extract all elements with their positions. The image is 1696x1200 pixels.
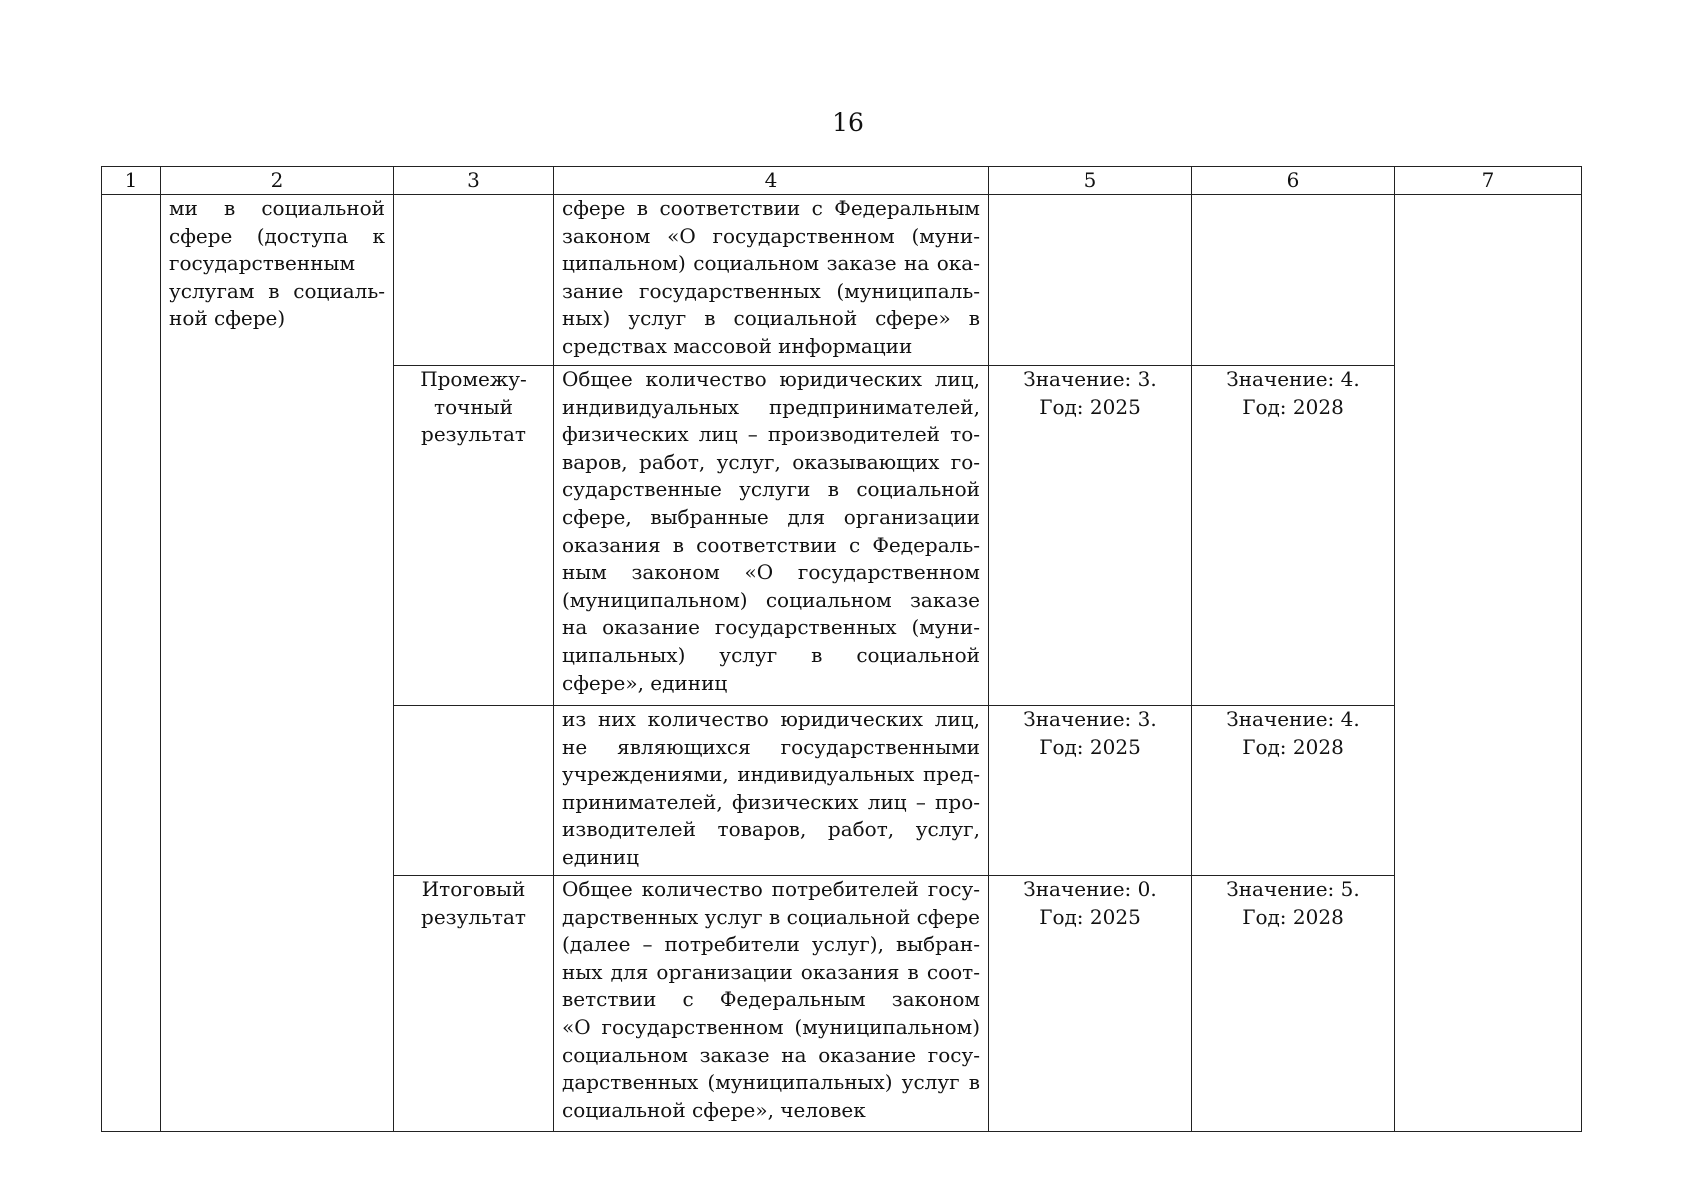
text-line: ветствии с Федеральным законом bbox=[562, 987, 980, 1012]
text-line: государственным bbox=[169, 251, 356, 276]
text-line: законом «О государственном (муни- bbox=[562, 223, 980, 248]
target-value-cell: Значение: 4. Год: 2028 bbox=[1192, 366, 1395, 706]
text-line: зание государственных (муниципаль- bbox=[562, 278, 980, 303]
text-line: не являющихся государственными bbox=[562, 734, 980, 759]
target-value-cell: Значение: 5. Год: 2028 bbox=[1192, 876, 1395, 1132]
page-number: 16 bbox=[832, 108, 864, 137]
text-line: изводителей товаров, работ, услуг, bbox=[562, 817, 980, 842]
text-line: (далее – потребители услуг), выбран- bbox=[562, 932, 980, 957]
description-text bbox=[562, 706, 980, 872]
text-line: ным законом «О государственном bbox=[562, 560, 980, 585]
base-value-cell bbox=[989, 195, 1192, 366]
text-line: дарственных услуг в социальной сфере bbox=[562, 904, 980, 929]
text-line: Общее количество потребителей госу- bbox=[562, 877, 980, 901]
header-cell-6: 6 bbox=[1192, 167, 1395, 195]
type-cell: Промежу- точный результат bbox=[394, 366, 554, 706]
text-line: сфере», единиц bbox=[562, 670, 728, 695]
text-line: сфере (доступа к bbox=[169, 223, 385, 248]
description-text bbox=[562, 366, 980, 697]
col2-text bbox=[169, 195, 385, 333]
base-value-cell: Значение: 0. Год: 2025 bbox=[989, 876, 1192, 1132]
text-line: (муниципальном) социальном заказе bbox=[562, 587, 980, 612]
text-line: сфере, выбранные для организации bbox=[562, 504, 980, 529]
text-line: оказания в соответствии с Федераль- bbox=[562, 532, 980, 557]
type-cell bbox=[394, 706, 554, 876]
type-cell bbox=[394, 195, 554, 366]
text-line: ципальном) социальном заказе на ока- bbox=[562, 251, 980, 276]
text-line: ципальных) услуг в социальной bbox=[562, 642, 980, 667]
description-cell bbox=[554, 876, 989, 1132]
text-line: принимателей, физических лиц – про- bbox=[562, 789, 980, 814]
text-line: на оказание государственных (муни- bbox=[562, 615, 980, 640]
indicators-table bbox=[101, 166, 1582, 1132]
text-line: дарственных (муниципальных) услуг в bbox=[562, 1070, 980, 1095]
text-line: ных для организации оказания в соот- bbox=[562, 959, 980, 984]
text-line: услугам в социаль- bbox=[169, 278, 385, 303]
col2-cell bbox=[161, 195, 394, 1132]
text-line: ных) услуг в социальной сфере» в bbox=[562, 306, 980, 331]
text-line: физических лиц – производителей то- bbox=[562, 422, 980, 447]
header-cell-2: 2 bbox=[161, 167, 394, 195]
base-value-cell: Значение: 3. Год: 2025 bbox=[989, 366, 1192, 706]
type-cell: Итоговый результат bbox=[394, 876, 554, 1132]
text-line: из них количество юридических лиц, bbox=[562, 707, 980, 731]
header-row bbox=[102, 167, 1582, 195]
text-line: индивидуальных предпринимателей, bbox=[562, 394, 980, 419]
target-value-cell bbox=[1192, 195, 1395, 366]
text-line: Общее количество юридических лиц, bbox=[562, 367, 980, 391]
description-cell bbox=[554, 195, 989, 366]
description-cell bbox=[554, 366, 989, 706]
target-value-cell: Значение: 4. Год: 2028 bbox=[1192, 706, 1395, 876]
header-cell-1: 1 bbox=[102, 167, 161, 195]
text-line: учреждениями, индивидуальных пред- bbox=[562, 762, 980, 787]
text-line: «О государственном (муниципальном) bbox=[562, 1014, 980, 1039]
text-line: сударственные услуги в социальной bbox=[562, 477, 980, 502]
text-line: социальной сфере», человек bbox=[562, 1097, 866, 1122]
text-line: варов, работ, услуг, оказывающих го- bbox=[562, 449, 980, 474]
description-text bbox=[562, 195, 980, 361]
text-line: ми в социальной bbox=[169, 196, 385, 220]
table-row bbox=[102, 195, 1582, 366]
header-cell-4: 4 bbox=[554, 167, 989, 195]
text-line: социальном заказе на оказание госу- bbox=[562, 1042, 980, 1067]
description-cell bbox=[554, 706, 989, 876]
header-cell-3: 3 bbox=[394, 167, 554, 195]
text-line: средствах массовой информации bbox=[562, 333, 913, 358]
description-text bbox=[562, 876, 980, 1124]
header-cell-7: 7 bbox=[1395, 167, 1582, 195]
text-line: сфере в соответствии с Федеральным bbox=[562, 196, 980, 220]
col7-cell bbox=[1395, 195, 1582, 1132]
text-line: ной сфере) bbox=[169, 306, 286, 331]
text-line: единиц bbox=[562, 844, 640, 869]
base-value-cell: Значение: 3. Год: 2025 bbox=[989, 706, 1192, 876]
header-cell-5: 5 bbox=[989, 167, 1192, 195]
col1-cell bbox=[102, 195, 161, 1132]
